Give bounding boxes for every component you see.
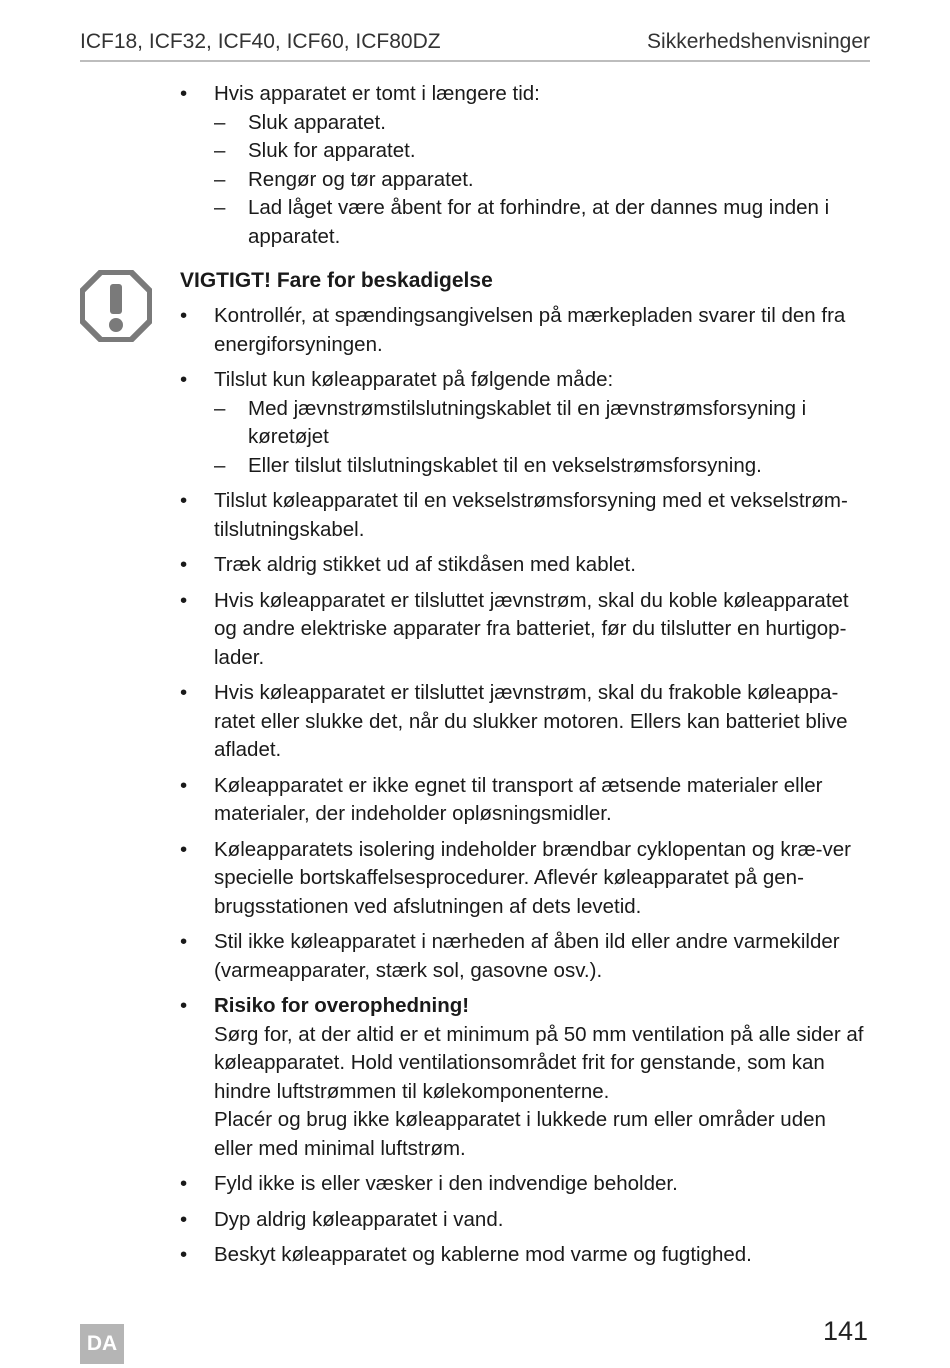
dash-marker: –	[214, 396, 226, 420]
list-item	[180, 1170, 870, 1199]
sub-item	[214, 137, 870, 166]
sub-item	[214, 166, 870, 195]
list-item	[180, 487, 870, 544]
bullet-marker: •	[180, 489, 188, 512]
list-item	[180, 836, 870, 922]
header-models: ICF18, ICF32, ICF40, ICF60, ICF80DZ	[80, 30, 441, 53]
list-item-overheat	[180, 992, 870, 1163]
bullet-marker: •	[180, 930, 188, 953]
sub-item-text: Med jævnstrømstilslutningskablet til en jævnstrømsforsyning i køretøjet	[248, 396, 807, 448]
storage-instructions	[180, 80, 870, 258]
list-item-text: Hvis apparatet er tomt i længere tid:	[214, 82, 540, 105]
overheat-text: Sørg for, at der altid er et minimum på 50 mm ventilation på alle sider af køleapparatet. Hold ventilationsområdet frit for genstande, som kan hindre luftstrømmen til kølekomponenterne.	[214, 1022, 864, 1103]
list-item-text: Stil ikke køleapparatet i nærheden af åben ild eller andre varmekilder (varmeapparater, stærk sol, gasovne osv.).	[214, 930, 840, 982]
bullet-marker: •	[180, 553, 188, 576]
sub-item	[214, 395, 870, 452]
overheat-text: Placér og brug ikke køleapparatet i lukkede rum eller områder uden eller med minimal luftstrøm.	[214, 1108, 826, 1160]
list-item-text: Beskyt køleapparatet og kablerne mod varme og fugtighed.	[214, 1243, 752, 1266]
list-item-text: Dyp aldrig køleapparatet i vand.	[214, 1207, 504, 1231]
sub-item	[214, 109, 870, 138]
sub-item-text: Sluk for apparatet.	[248, 139, 416, 162]
list-item	[180, 679, 870, 765]
bullet-marker: •	[180, 773, 188, 797]
list-item-text: Fyld ikke is eller væsker i den indvendige beholder.	[214, 1172, 678, 1195]
list-item-text: Tilslut kun køleapparatet på følgende måde:	[214, 368, 614, 391]
sub-item-text: Rengør og tør apparatet.	[248, 167, 474, 191]
header-section: Sikkerhedshenvisninger	[647, 30, 870, 53]
list-item-text: Hvis køleapparatet er tilsluttet jævnstrøm, skal du koble køleapparatet og andre elektriske apparater fra batteriet, før du tilslutter en hurtigop-lader.	[214, 588, 849, 669]
page-header	[80, 28, 870, 62]
list-item	[180, 772, 870, 829]
bullet-marker: •	[180, 82, 188, 105]
bullet-marker: •	[180, 1172, 188, 1195]
list-item-text: Hvis køleapparatet er tilsluttet jævnstrøm, skal du frakoble køleappa-ratet eller slukke det, når du slukker motoren. Ellers kan batteriet blive afladet.	[214, 681, 848, 761]
bullet-marker: •	[180, 368, 188, 391]
sub-item-text: Eller tilslut tilslutningskablet til en vekselstrømsforsyning.	[248, 453, 762, 477]
bullet-marker: •	[180, 588, 188, 612]
dash-marker: –	[214, 139, 226, 162]
bullet-marker: •	[180, 837, 188, 861]
sub-item-text: Lad låget være åbent for at forhindre, at der dannes mug inden i apparatet.	[248, 196, 830, 248]
list-item-text: Kontrollér, at spændingsangivelsen på mærkepladen svarer til den fra energiforsyningen.	[214, 304, 846, 356]
warning-section	[180, 266, 870, 1277]
dash-marker: –	[214, 196, 226, 219]
warning-title: VIGTIGT! Fare for beskadigelse	[180, 269, 493, 292]
dash-marker: –	[214, 167, 226, 191]
list-item	[180, 1241, 870, 1270]
dash-marker: –	[214, 453, 226, 477]
bullet-marker: •	[180, 994, 188, 1017]
list-item	[180, 587, 870, 673]
bullet-marker: •	[180, 1207, 188, 1231]
sub-item	[214, 452, 870, 481]
list-item-text: Tilslut køleapparatet til en vekselstrømsforsyning med et vekselstrøm-tilslutningskabel.	[214, 489, 848, 541]
list-item-text: Køleapparatet er ikke egnet til transport af ætsende materialer eller materialer, der indeholder opløsningsmidler.	[214, 773, 823, 825]
bullet-marker: •	[180, 304, 188, 327]
list-item	[180, 302, 870, 359]
dash-marker: –	[214, 110, 226, 134]
list-item	[180, 928, 870, 985]
bullet-marker: •	[180, 681, 188, 704]
list-item	[180, 366, 870, 480]
bullet-marker: •	[180, 1243, 188, 1266]
list-item	[180, 1206, 870, 1235]
language-tab: DA	[80, 1324, 124, 1364]
list-item-text: Køleapparatets isolering indeholder brændbar cyklopentan og kræ-ver specielle bortskaffelsesprocedurer. Aflevér køleapparatet på gen-brugsstationen ved afslutningen af dets levetid.	[214, 837, 851, 918]
list-item-text: Træk aldrig stikket ud af stikdåsen med kablet.	[214, 553, 636, 576]
overheat-title: Risiko for overophedning!	[214, 994, 470, 1017]
exclamation-octagon-icon	[80, 270, 152, 342]
sub-item	[214, 194, 870, 251]
sub-item-text: Sluk apparatet.	[248, 110, 386, 134]
list-item	[180, 551, 870, 580]
list-item	[180, 80, 870, 251]
page-number: 141	[822, 1316, 868, 1346]
